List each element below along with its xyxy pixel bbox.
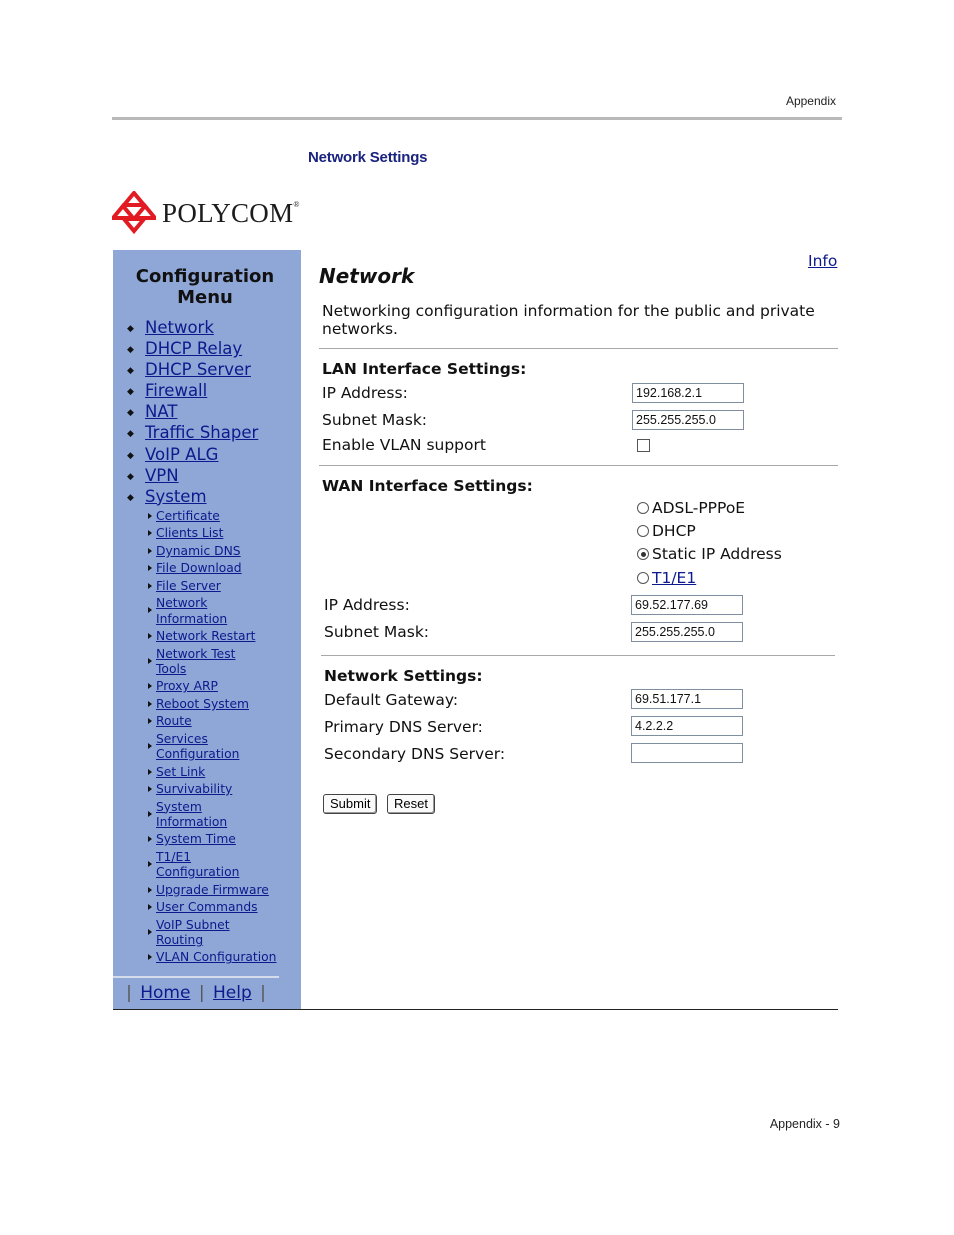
menu-item-traffic-shaper <box>127 423 258 444</box>
logo-wordmark <box>162 198 300 229</box>
lan-ip-label: IP Address: <box>322 384 408 402</box>
gateway-label: Default Gateway: <box>324 691 459 709</box>
submenu-link-t1e1-configuration[interactable] <box>156 850 239 879</box>
submenu-link-network-information[interactable] <box>156 596 227 625</box>
submenu-link-survivability[interactable]: Survivability <box>156 782 233 797</box>
radio-button[interactable] <box>637 502 649 514</box>
wan-ip-input[interactable] <box>631 595 743 615</box>
menu-link-dhcp-relay[interactable]: DHCP Relay <box>145 339 243 359</box>
system-submenu <box>148 509 276 968</box>
submenu-item <box>148 950 276 965</box>
link-line: Configuration <box>156 747 240 762</box>
help-link[interactable]: Help <box>212 983 252 1003</box>
link-line: Network <box>156 596 208 611</box>
submenu-item <box>148 561 276 576</box>
submenu-link-file-download[interactable]: File Download <box>156 561 242 576</box>
page-header-label: Appendix <box>785 94 836 108</box>
menu-item-vpn <box>127 466 258 487</box>
triangle-bullet-icon <box>148 548 152 554</box>
diamond-bullet-icon: ◆ <box>127 429 134 440</box>
logo-text: POLYCOM <box>162 197 294 228</box>
menu-link-voip-alg[interactable]: VoIP ALG <box>145 444 219 464</box>
menu-link-network[interactable]: Network <box>145 318 214 337</box>
vlan-checkbox[interactable] <box>637 439 650 452</box>
submenu-link-set-link[interactable]: Set Link <box>156 764 206 779</box>
triangle-bullet-icon <box>148 701 152 707</box>
submenu-link-proxy-arp[interactable]: Proxy ARP <box>156 679 218 694</box>
radio-button[interactable] <box>637 525 649 537</box>
triangle-bullet-icon <box>148 718 152 724</box>
submenu-link-user-commands[interactable]: User Commands <box>156 900 258 915</box>
link-line: Configuration <box>156 865 240 880</box>
submenu-item <box>148 800 276 831</box>
page-title: Network <box>319 264 415 288</box>
wan-mask-input[interactable] <box>631 622 743 642</box>
menu-link-nat[interactable]: NAT <box>145 402 178 422</box>
diamond-bullet-icon: ◆ <box>127 408 134 419</box>
primary-dns-input[interactable] <box>631 716 743 736</box>
lan-mask-label: Subnet Mask: <box>322 411 428 429</box>
triangle-bullet-icon <box>148 683 152 689</box>
lan-ip-input[interactable] <box>632 383 744 403</box>
menu-link-vpn[interactable]: VPN <box>145 465 179 485</box>
primary-dns-label: Primary DNS Server: <box>324 718 483 736</box>
configuration-sidebar <box>113 250 301 1009</box>
wan-option-adsl[interactable] <box>637 499 745 517</box>
submenu-item <box>148 782 276 797</box>
lan-section-title: LAN Interface Settings: <box>322 360 527 378</box>
submenu-item <box>148 732 276 763</box>
submenu-link-system-time[interactable]: System Time <box>156 832 236 847</box>
submit-button[interactable]: Submit <box>323 794 377 814</box>
link-line: Tools <box>156 661 187 676</box>
submenu-link-certificate[interactable]: Certificate <box>156 509 220 523</box>
submenu-item <box>148 918 276 949</box>
triangle-bullet-icon <box>148 786 152 792</box>
intro-text: Networking configuration information for the public and private networks. <box>322 302 815 338</box>
separator: | <box>126 983 132 1003</box>
diamond-bullet-icon: ◆ <box>127 471 134 482</box>
submenu-link-network-restart[interactable]: Network Restart <box>156 629 256 644</box>
section-divider <box>321 655 835 656</box>
diamond-bullet-icon: ◆ <box>127 450 134 461</box>
diamond-bullet-icon: ◆ <box>127 345 134 356</box>
network-section-title: Network Settings: <box>324 667 483 685</box>
home-link[interactable]: Home <box>140 983 191 1003</box>
diamond-bullet-icon: ◆ <box>127 387 134 398</box>
link-line: System <box>156 799 202 814</box>
link-line: T1/E1 <box>156 849 192 864</box>
figure-caption: Network Settings <box>308 149 428 166</box>
triangle-bullet-icon <box>148 530 152 536</box>
link-line: Network Test <box>156 646 236 661</box>
menu-title-line2: Menu <box>177 287 233 308</box>
sidebar-footer <box>113 983 279 1003</box>
submenu-link-vlan-configuration[interactable]: VLAN Configuration <box>156 950 277 965</box>
wan-option-static-ip[interactable] <box>637 545 782 563</box>
wan-option-label: DHCP <box>652 522 696 540</box>
wan-option-dhcp[interactable] <box>637 522 696 540</box>
triangle-bullet-icon <box>148 769 152 775</box>
triangle-bullet-icon <box>148 861 152 867</box>
wan-option-label: ADSL-PPPoE <box>652 499 746 517</box>
menu-title <box>113 266 297 308</box>
triangle-bullet-icon <box>148 633 152 639</box>
wan-section-title: WAN Interface Settings: <box>322 477 533 495</box>
triangle-bullet-icon <box>148 811 152 817</box>
reset-button[interactable]: Reset <box>387 794 435 814</box>
menu-item-network <box>127 318 258 339</box>
submenu-link-services-configuration[interactable] <box>156 732 239 761</box>
triangle-bullet-icon <box>148 887 152 893</box>
main-menu <box>127 318 258 508</box>
triangle-bullet-icon <box>148 607 152 613</box>
submenu-item <box>148 509 276 524</box>
link-line: Information <box>156 611 228 626</box>
info-link[interactable]: Info <box>808 252 838 270</box>
submenu-item <box>148 544 276 559</box>
menu-item-voip-alg <box>127 445 258 466</box>
wan-option-t1e1[interactable] <box>637 569 696 587</box>
menu-link-firewall[interactable]: Firewall <box>145 381 208 401</box>
wan-option-t1e1-link[interactable]: T1/E1 <box>652 569 697 587</box>
triangle-bullet-icon <box>148 954 152 960</box>
section-divider <box>319 348 838 349</box>
radio-button-selected[interactable] <box>637 548 649 560</box>
submenu-item <box>148 526 276 541</box>
submenu-link-system-information[interactable] <box>156 800 227 829</box>
menu-item-dhcp-relay <box>127 339 258 360</box>
menu-link-dhcp-server[interactable]: DHCP Server <box>145 360 251 380</box>
submenu-link-dynamic-dns[interactable]: Dynamic DNS <box>156 543 241 558</box>
polycom-logo <box>112 190 300 236</box>
secondary-dns-label: Secondary DNS Server: <box>324 745 506 763</box>
wan-ip-label: IP Address: <box>324 596 410 614</box>
wan-mask-label: Subnet Mask: <box>324 623 430 641</box>
lan-mask-input[interactable] <box>632 410 744 430</box>
triangle-bullet-icon <box>148 743 152 749</box>
polycom-triangles-icon <box>112 191 156 235</box>
submenu-link-voip-subnet-routing[interactable] <box>156 918 230 947</box>
submenu-link-route[interactable]: Route <box>156 714 192 729</box>
diamond-bullet-icon: ◆ <box>127 324 134 334</box>
submenu-link-reboot-system[interactable]: Reboot System <box>156 696 249 711</box>
triangle-bullet-icon <box>148 565 152 571</box>
gateway-input[interactable] <box>631 689 743 709</box>
submenu-item <box>148 850 276 881</box>
separator: | <box>198 983 205 1003</box>
page-footer-label: Appendix - 9 <box>769 1117 840 1131</box>
separator: | <box>260 983 266 1003</box>
sidebar-divider <box>113 976 279 978</box>
submenu-item <box>148 679 276 694</box>
triangle-bullet-icon <box>148 658 152 664</box>
submenu-link-file-server[interactable]: File Server <box>156 578 221 593</box>
triangle-bullet-icon <box>148 904 152 910</box>
link-line: Services <box>156 731 208 746</box>
triangle-bullet-icon <box>148 583 152 589</box>
menu-title-line1: Configuration <box>135 266 275 287</box>
link-line: Information <box>156 814 228 829</box>
registered-mark: ® <box>293 199 300 209</box>
header-divider <box>112 117 842 120</box>
submenu-item <box>148 883 276 898</box>
triangle-bullet-icon <box>148 929 152 935</box>
radio-button[interactable] <box>637 572 649 584</box>
submenu-item <box>148 714 276 729</box>
submenu-link-network-test-tools[interactable] <box>156 647 235 676</box>
diamond-bullet-icon: ◆ <box>127 492 134 503</box>
submenu-item <box>148 832 276 847</box>
menu-item-nat <box>127 402 258 423</box>
submenu-item <box>148 596 276 627</box>
triangle-bullet-icon <box>148 836 152 842</box>
wan-option-label: Static IP Address <box>652 545 782 563</box>
triangle-bullet-icon <box>148 513 152 519</box>
secondary-dns-input[interactable] <box>631 743 743 763</box>
menu-link-system[interactable]: System <box>145 486 207 506</box>
submenu-item <box>148 900 276 915</box>
vlan-label: Enable VLAN support <box>322 436 486 454</box>
submenu-link-clients-list[interactable]: Clients List <box>156 526 224 541</box>
submenu-item <box>148 647 276 678</box>
menu-item-system <box>127 487 258 508</box>
diamond-bullet-icon: ◆ <box>127 366 134 377</box>
menu-item-dhcp-server <box>127 360 258 381</box>
submenu-item <box>148 629 276 644</box>
submenu-link-upgrade-firmware[interactable]: Upgrade Firmware <box>156 882 269 897</box>
section-divider <box>319 465 838 466</box>
submenu-item <box>148 697 276 712</box>
submenu-item <box>148 579 276 594</box>
link-line: VoIP Subnet <box>156 917 230 932</box>
submenu-item <box>148 765 276 780</box>
menu-link-traffic-shaper[interactable]: Traffic Shaper <box>145 423 259 443</box>
menu-item-firewall <box>127 381 258 402</box>
link-line: Routing <box>156 932 204 947</box>
page-bottom-divider <box>113 1009 838 1010</box>
